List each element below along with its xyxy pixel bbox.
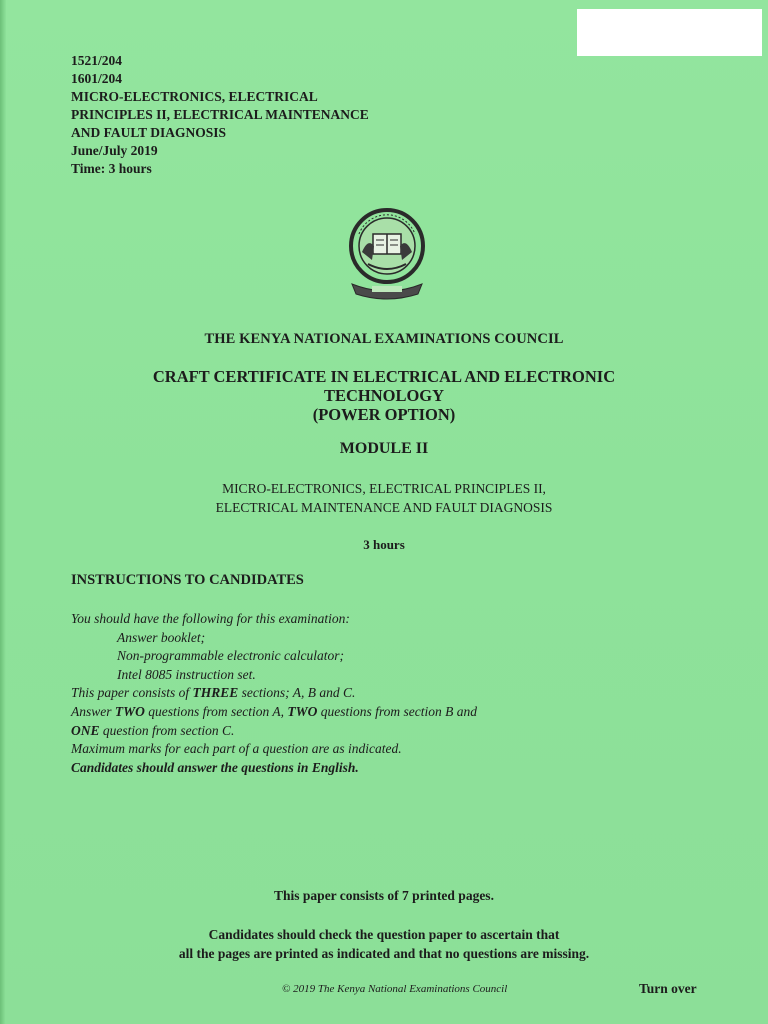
exam-time: Time: 3 hours [71,161,152,176]
paper-code-2: 1601/204 [71,71,123,86]
coat-of-arms-icon [344,204,430,304]
instruction-section-c: ONE question from section C. [71,722,235,738]
copyright: © 2019 The Kenya National Examinations Council [282,983,508,995]
subjects [0,479,768,517]
instruction-language: Candidates should answer the questions in English. [71,759,359,775]
printed-pages-note: This paper consists of 7 printed pages. [274,888,494,903]
header-subject-line-3: AND FAULT DIAGNOSIS [71,125,227,140]
instructions-list [71,610,477,777]
exam-session: June/July 2019 [71,143,158,158]
check-note-line-1: Candidates should check the question paper to ascertain that [208,927,560,942]
header-subject-line-2: PRINCIPLES II, ELECTRICAL MAINTENANCE [71,107,369,122]
subjects-line-1: MICRO-ELECTRONICS, ELECTRICAL PRINCIPLES II, [222,481,546,496]
subjects-line-2: ELECTRICAL MAINTENANCE AND FAULT DIAGNOSIS [215,500,553,515]
instruction-item-3: Intel 8085 instruction set. [117,666,256,682]
check-note-line-2: all the pages are printed as indicated and that no questions are missing. [178,946,590,961]
instruction-item-2: Non-programmable electronic calculator; [117,648,344,664]
council-name: THE KENYA NATIONAL EXAMINATIONS COUNCIL [204,331,564,347]
certificate-line-2: TECHNOLOGY [323,386,445,405]
duration: 3 hours [363,537,405,552]
instruction-answer: Answer TWO questions from section A, TWO questions from section B and [71,703,477,719]
instruction-sections: This paper consists of THREE sections; A, B and C. [71,685,356,701]
paper-header [71,52,369,178]
turn-over: Turn over [639,981,697,996]
header-subject-line-1: MICRO-ELECTRONICS, ELECTRICAL [71,89,318,104]
instruction-item-1: Answer booklet; [117,629,206,645]
certificate-line-1: CRAFT CERTIFICATE IN ELECTRICAL AND ELECTRONIC [152,367,616,386]
instruction-marks: Maximum marks for each part of a question are as indicated. [71,741,402,757]
certificate-title [0,367,768,424]
paper-code-1: 1521/204 [71,53,123,68]
certificate-line-3: (POWER OPTION) [312,405,456,424]
blank-label-box [577,9,762,56]
instructions-intro: You should have the following for this examination: [71,611,350,626]
module-title: MODULE II [339,440,429,457]
check-note [0,925,768,963]
instructions-heading: INSTRUCTIONS TO CANDIDATES [71,572,304,588]
